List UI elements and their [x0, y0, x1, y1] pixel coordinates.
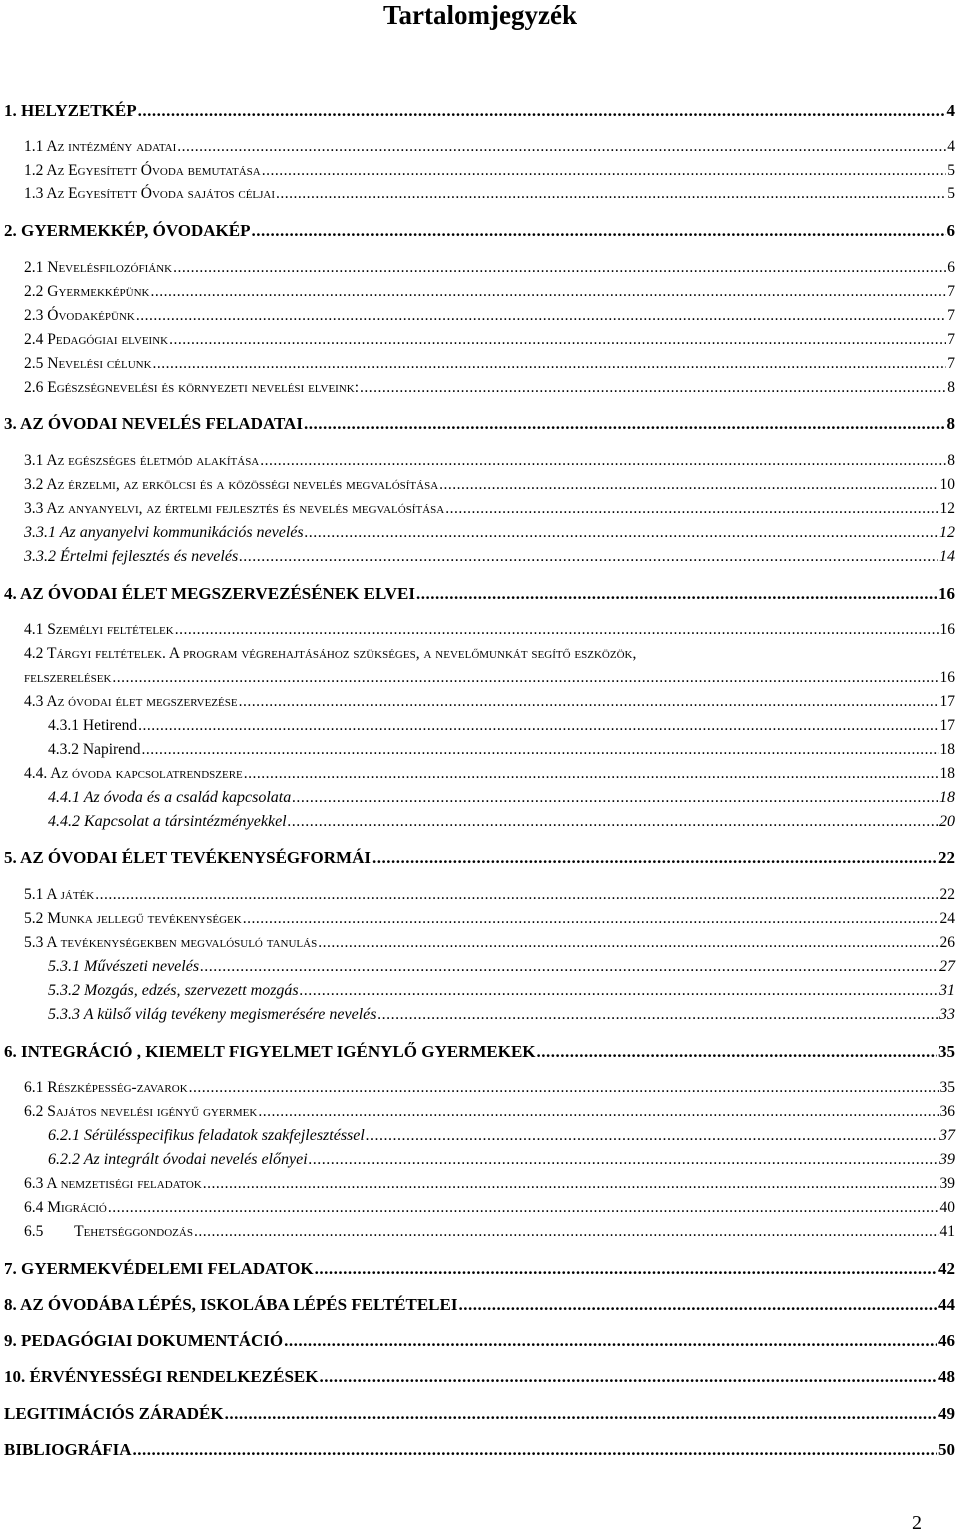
toc-entry-label: 5.3.1 Művészeti nevelés [48, 958, 200, 975]
toc-entry-level1[interactable] [4, 1042, 955, 1062]
toc-entry-label: 5.3 A tevékenységekben megvalósuló tanulás [24, 934, 318, 951]
toc-entry-level2[interactable] [24, 1102, 955, 1122]
toc-entry-level2[interactable] [24, 764, 955, 784]
toc-leader-dots [377, 1005, 938, 1025]
toc-leader-dots [138, 101, 946, 121]
toc-leader-dots [151, 282, 947, 302]
toc-leader-dots [225, 1404, 937, 1424]
toc-entry-label: 6.5 Tehetséggondozás [24, 1223, 193, 1240]
toc-entry-level3[interactable] [48, 716, 955, 736]
toc-page-number: 14 [939, 548, 955, 565]
toc-page-number: 39 [939, 1175, 955, 1192]
toc-entry-level3[interactable] [48, 812, 955, 832]
toc-leader-dots [445, 499, 938, 519]
toc-entry-level1[interactable] [4, 1331, 955, 1351]
toc-page-number: 7 [947, 283, 955, 300]
toc-leader-dots [292, 788, 938, 808]
toc-leader-dots [366, 1126, 938, 1146]
toc-leader-dots [239, 692, 939, 712]
toc-page-number: 33 [939, 1006, 955, 1023]
toc-page-number: 16 [939, 669, 955, 686]
toc-entry-label: 9. PEDAGÓGIAI DOKUMENTÁCIÓ [4, 1331, 284, 1350]
toc-entry-label: 5.3.2 Mozgás, edzés, szervezett mozgás [48, 982, 299, 999]
toc-page-number: 39 [939, 1151, 955, 1168]
toc-leader-dots [142, 740, 939, 760]
toc-entry-level3[interactable] [48, 788, 955, 808]
toc-entry-level2[interactable] [24, 885, 955, 905]
toc-entry-level3[interactable] [48, 957, 955, 977]
toc-page-number: 22 [938, 848, 955, 867]
toc-leader-dots [318, 933, 938, 953]
toc-page-number: 16 [938, 584, 955, 603]
toc-entry-label: 6.2 Sajátos nevelési igényű gyermek [24, 1103, 258, 1120]
toc-page-number: 4 [947, 138, 955, 155]
toc-leader-dots [244, 764, 939, 784]
toc-entry-level3[interactable] [48, 740, 955, 760]
toc-page-number: 49 [938, 1404, 955, 1423]
toc-entry-level2[interactable] [24, 499, 955, 519]
toc-entry-level2[interactable] [24, 1174, 955, 1194]
toc-entry-label: 4.4.1 Az óvoda és a család kapcsolata [48, 789, 292, 806]
toc-entry-label: 10. ÉRVÉNYESSÉGI RENDELKEZÉSEK [4, 1367, 319, 1386]
toc-leader-dots [239, 547, 938, 567]
toc-leader-dots [458, 1295, 937, 1315]
toc-entry-level2[interactable] [24, 354, 955, 374]
toc-page-number: 50 [938, 1440, 955, 1459]
toc-leader-dots [360, 378, 946, 398]
toc-leader-dots [200, 957, 938, 977]
toc-leader-dots [284, 1331, 937, 1351]
toc-page-number: 10 [939, 476, 955, 493]
toc-entry-label: 3.2 Az érzelmi, az erkölcsi és a közösségi nevelés megvalósítása [24, 476, 439, 493]
toc-leader-dots [372, 848, 937, 868]
toc-entry-level2[interactable] [24, 668, 955, 688]
toc-leader-dots [258, 1102, 938, 1122]
toc-entry-level2[interactable] [24, 184, 955, 204]
toc-entry-label: 6.2.1 Sérülésspecifikus feladatok szakfejlesztéssel [48, 1127, 365, 1144]
toc-entry-label: 2.4 Pedagógiai elveink [24, 331, 169, 348]
toc-leader-dots [177, 137, 946, 157]
toc-page-number: 16 [939, 621, 955, 638]
toc-entry-label: 4.4.2 Kapcsolat a társintézményekkel [48, 813, 287, 830]
toc-leader-dots [276, 184, 946, 204]
toc-page-number: 5 [947, 185, 955, 202]
toc-entry-level2[interactable] [24, 1078, 955, 1098]
toc-page-number: 31 [939, 982, 955, 999]
toc-leader-dots [153, 354, 947, 374]
toc-leader-dots [138, 716, 938, 736]
toc-entry-level1[interactable] [4, 1259, 955, 1279]
toc-page-number: 42 [938, 1259, 955, 1278]
toc-entry-level2[interactable] [24, 161, 955, 181]
toc-leader-dots [416, 584, 937, 604]
toc-leader-dots [243, 909, 939, 929]
toc-entry-level1[interactable] [4, 848, 955, 868]
page-number: 2 [912, 1512, 922, 1534]
toc-entry-level3[interactable] [24, 547, 955, 567]
toc-entry-level2[interactable] [24, 451, 955, 471]
toc-entry-level2[interactable] [24, 1198, 955, 1218]
toc-page-number: 40 [939, 1199, 955, 1216]
toc-entry-label: 3.1 Az egészséges életmód alakítása [24, 452, 260, 469]
toc-entry-label: 2.5 Nevelési célunk [24, 355, 152, 372]
toc-page-number: 12 [939, 524, 955, 541]
toc-page-number: 12 [939, 500, 955, 517]
toc-entry-label: 3.3 Az anyanyelvi, az értelmi fejlesztés és nevelés megvalósítása [24, 500, 445, 517]
toc-page-number: 5 [947, 162, 955, 179]
toc-leader-dots [194, 1222, 939, 1242]
toc-leader-dots [439, 475, 938, 495]
toc-page-number: 44 [938, 1295, 955, 1314]
toc-page-number: 24 [939, 910, 955, 927]
toc-page-number: 18 [939, 765, 955, 782]
toc-leader-dots [95, 885, 938, 905]
toc-leader-dots [260, 451, 946, 471]
toc-entry-label: 4.1 Személyi feltételek [24, 621, 174, 638]
toc-entry-label: 2.1 Nevelésfilozófiánk [24, 259, 173, 276]
toc-leader-dots [173, 258, 946, 278]
toc-entry-label: 7. GYERMEKVÉDELEMI FELADATOK [4, 1259, 314, 1278]
toc-entry-label: 3. AZ ÓVODAI NEVELÉS FELADATAI [4, 414, 303, 433]
toc-leader-dots [189, 1078, 939, 1098]
toc-entry-level2[interactable] [24, 475, 955, 495]
toc-page-number: 22 [939, 886, 955, 903]
toc-page-number: 46 [938, 1331, 955, 1350]
toc-leader-dots [252, 221, 946, 241]
toc-entry-label: 6.2.2 Az integrált óvodai nevelés előnyei [48, 1151, 308, 1168]
toc-entry-label: LEGITIMÁCIÓS ZÁRADÉK [4, 1404, 224, 1423]
toc-page-number: 8 [947, 452, 955, 469]
toc-leader-dots [262, 161, 947, 181]
toc-entry-label: 8. AZ ÓVODÁBA LÉPÉS, ISKOLÁBA LÉPÉS FELTÉTELEI [4, 1295, 458, 1314]
toc-entry-label: 1. HELYZETKÉP [4, 101, 137, 120]
toc-entry-label: felszerelések [24, 669, 112, 686]
toc-leader-dots [133, 1440, 937, 1460]
toc-entry-level1[interactable] [4, 1295, 955, 1315]
toc-entry-level1[interactable] [4, 221, 955, 241]
toc-leader-dots [112, 668, 938, 688]
toc-page-number: 18 [939, 789, 955, 806]
toc-entry-label: BIBLIOGRÁFIA [4, 1440, 132, 1459]
toc-page-number: 48 [938, 1367, 955, 1386]
toc-entry-level2[interactable] [24, 306, 955, 326]
toc-entry-level1[interactable] [4, 1404, 955, 1424]
toc-page-number: 26 [939, 934, 955, 951]
toc-entry-label: 3.3.2 Értelmi fejlesztés és nevelés [24, 548, 239, 565]
toc-page-number: 18 [939, 741, 955, 758]
toc-leader-dots [203, 1174, 939, 1194]
toc-leader-dots [304, 414, 946, 434]
toc-page-number: 41 [939, 1223, 955, 1240]
toc-page-number: 27 [939, 958, 955, 975]
toc-page-number: 8 [946, 414, 955, 433]
toc-page-number: 35 [939, 1079, 955, 1096]
toc-leader-dots [108, 1198, 939, 1218]
toc-entry-label: 4.3.2 Napirend [48, 741, 141, 758]
toc-page-number: 37 [939, 1127, 955, 1144]
toc-entry-level2[interactable] [24, 378, 955, 398]
toc-entry-label: 6.3 A nemzetiségi feladatok [24, 1175, 202, 1192]
toc-entry-level1[interactable] [4, 414, 955, 434]
toc-entry-label: 1.1 Az intézmény adatai [24, 138, 177, 155]
toc-entry-label: 2.2 Gyermekképünk [24, 283, 150, 300]
toc-page-number: 7 [947, 307, 955, 324]
toc-leader-dots [288, 812, 938, 832]
toc-leader-dots [319, 1367, 937, 1387]
toc-entry-level3[interactable] [48, 981, 955, 1001]
toc-entry-level3[interactable] [48, 1005, 955, 1025]
toc-entry-label: 4.3.1 Hetirend [48, 717, 138, 734]
toc-leader-dots [537, 1042, 937, 1062]
toc-page-number: 7 [947, 355, 955, 372]
toc-entry-level3[interactable] [48, 1150, 955, 1170]
toc-entry-label: 6.4 Migráció [24, 1199, 107, 1216]
toc-leader-dots [169, 330, 946, 350]
toc-entry-label: 4.4. Az óvoda kapcsolatrendszere [24, 765, 243, 782]
toc-entry-level2[interactable] [24, 1222, 955, 1242]
toc-entry-label: 5.3.3 A külső világ tevékeny megismerésére nevelés [48, 1006, 377, 1023]
toc-entry-label: 6. INTEGRÁCIÓ , KIEMELT FIGYELMET IGÉNYLŐ GYERMEKEK [4, 1042, 536, 1061]
toc-entry-level2[interactable] [24, 933, 955, 953]
toc-page-number: 8 [947, 379, 955, 396]
toc-page-number: 20 [939, 813, 955, 830]
toc-page-number: 17 [939, 717, 955, 734]
toc-entry-label: 3.3.1 Az anyanyelvi kommunikációs nevelés [24, 524, 304, 541]
toc-entry-label: 6.1 Részképesség-zavarok [24, 1079, 188, 1096]
toc-page-number: 36 [939, 1103, 955, 1120]
toc-entry-label: 2. GYERMEKKÉP, ÓVODAKÉP [4, 221, 251, 240]
toc-entry-level3[interactable] [48, 1126, 955, 1146]
toc-entry-label: 2.6 Egészségnevelési és környezeti nevelési elveink: [24, 379, 360, 396]
toc-entry-level3[interactable] [24, 523, 955, 543]
page-title: Tartalomjegyzék [383, 0, 577, 30]
toc-entry-label: 1.3 Az Egyesített Óvoda sajátos céljai [24, 185, 276, 202]
toc-entry-label: 1.2 Az Egyesített Óvoda bemutatása [24, 162, 261, 179]
toc-entry-label: 5.2 Munka jellegű tevékenységek [24, 910, 242, 927]
toc-entry-label: 2.3 Óvodaképünk [24, 307, 135, 324]
toc-leader-dots [315, 1259, 937, 1279]
toc-entry-level2[interactable] [24, 692, 955, 712]
toc-page-number: 17 [939, 693, 955, 710]
toc-entry-level2-wrapped[interactable] [24, 644, 955, 664]
toc-leader-dots [300, 981, 938, 1001]
toc-entry-level1[interactable] [4, 584, 955, 604]
toc-entry-label: 5. AZ ÓVODAI ÉLET TEVÉKENYSÉGFORMÁI [4, 848, 371, 867]
toc-page-number: 6 [947, 259, 955, 276]
toc-page-number: 35 [938, 1042, 955, 1061]
toc-entry-level2[interactable] [24, 282, 955, 302]
toc-leader-dots [309, 1150, 938, 1170]
toc-entry-level2[interactable] [24, 258, 955, 278]
toc-page-number: 7 [947, 331, 955, 348]
toc-entry-level1[interactable] [4, 1367, 955, 1387]
toc-page-number: 4 [946, 101, 955, 120]
toc-entry-label: 4.2 Tárgyi feltételek. A program végrehajtásához szükséges, a nevelőmunkát segítő eszközök, [24, 645, 637, 662]
toc-entry-level2[interactable] [24, 137, 955, 157]
toc-leader-dots [136, 306, 946, 326]
toc-entry-label: 4.3 Az óvodai élet megszervezése [24, 693, 238, 710]
toc-leader-dots [305, 523, 938, 543]
toc-entry-level1[interactable] [4, 101, 955, 121]
toc-leader-dots [175, 620, 939, 640]
toc-entry-label: 4. AZ ÓVODAI ÉLET MEGSZERVEZÉSÉNEK ELVEI [4, 584, 415, 603]
toc-entry-label: 5.1 A játék [24, 886, 95, 903]
toc-page-number: 6 [946, 221, 955, 240]
toc-entry-level2[interactable] [24, 620, 955, 640]
toc-entry-level1[interactable] [4, 1440, 955, 1460]
toc-entry-level2[interactable] [24, 330, 955, 350]
toc-entry-level2[interactable] [24, 909, 955, 929]
